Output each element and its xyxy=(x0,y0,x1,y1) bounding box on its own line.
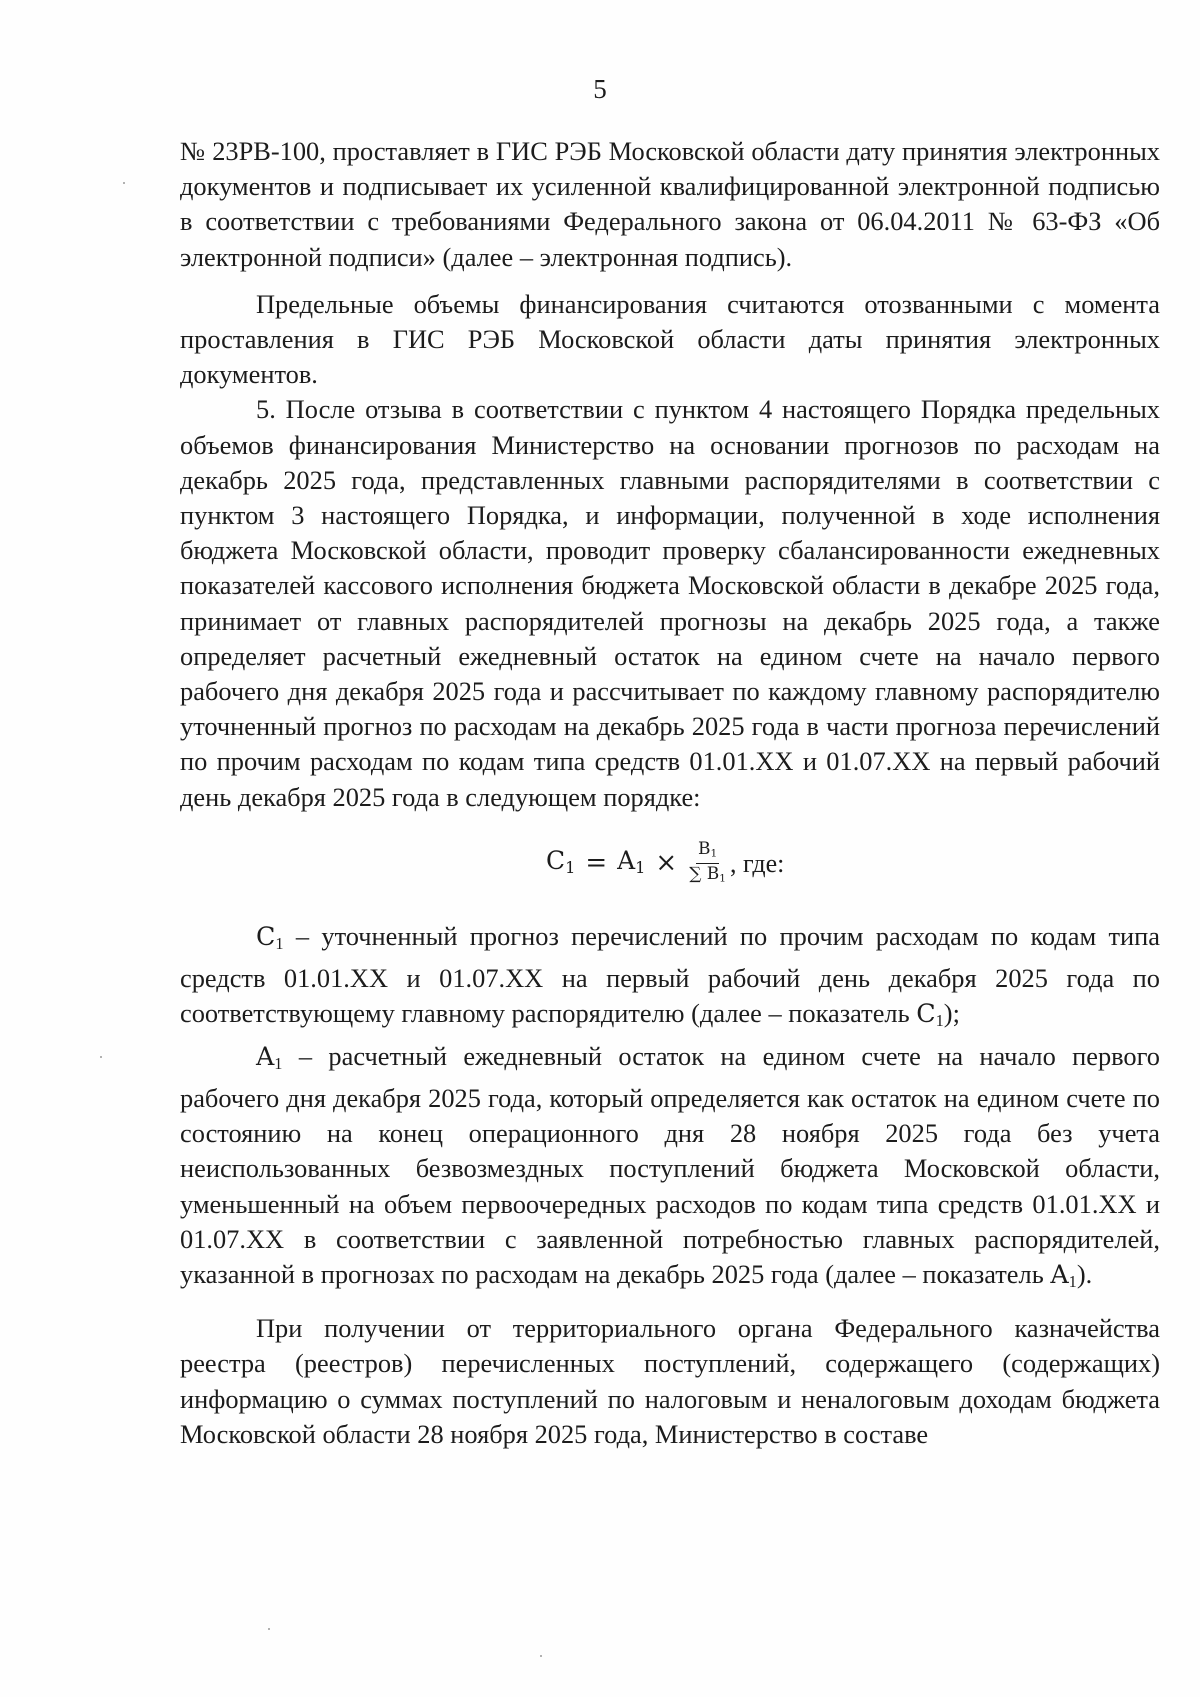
formula-a: $A_1$ xyxy=(617,845,646,877)
formula-times: × xyxy=(655,848,678,879)
scan-speck xyxy=(268,1628,270,1630)
paragraph-3: 5. После отзыва в соответствии с пунктом 4 настоящего Порядка предельных объемов финансирования Министерство на основании прогнозов по расходам на декабрь 2025 года, представленных главными распорядителями в соответствии с пунктом 3 настоящего Порядка, и информации, полученной в ходе исполнения бюджета Московской области, проводит проверку сбалансированности ежедневных показателей кассового исполнения бюджета Московской области в декабре 2025 года, принимает от главных распорядителей прогнозы на декабрь 2025 года, а также определяет расчетный ежедневный остаток на едином счете на начало первого рабочего дня декабря 2025 года и рассчитывает по каждому главному распорядителю уточненный прогноз по расходам на декабрь 2025 года в части прогноза перечислений по прочим расходам по кодам типа средств 01.01.ХХ и 01.07.ХХ на первый рабочий день декабря 2025 года в следующем порядке: xyxy=(180,394,1160,812)
symbol-c-ref-sub: 1 xyxy=(935,1011,944,1031)
symbol-a: A xyxy=(256,1040,275,1071)
symbol-c-sub: 1 xyxy=(275,933,284,953)
page-number: 5 xyxy=(593,74,607,104)
scan-speck xyxy=(123,182,125,184)
formula-expression xyxy=(546,839,784,889)
paragraph-1: № 23РВ-100, проставляет в ГИС РЭБ Московской области дату принятия электронных документов и подписывает их усиленной квалифицированной электронной подписью в соответствии с требованиями Федерального закона от 06.04.2011 № 63-ФЗ «Об электронной подписи» (далее – электронная подпись). xyxy=(180,136,1160,272)
formula-tail: , где: xyxy=(729,849,785,879)
symbol-a-ref-sub: 1 xyxy=(1068,1272,1077,1291)
symbol-a-ref: A xyxy=(1050,1258,1069,1289)
symbol-c-ref: C xyxy=(916,998,936,1029)
symbol-c: C xyxy=(256,920,276,951)
scan-speck xyxy=(100,1056,102,1058)
definition-c1-tail: ); xyxy=(943,998,960,1029)
formula xyxy=(180,815,1160,919)
definition-a1-tail: ). xyxy=(1076,1258,1093,1289)
definition-a1-text: – расчетный ежедневный остаток на едином счете на начало первого рабочего дня декабря 2025 года, который определяется как остаток на едином счете по состоянию на конец операционного дня 28 ноября 2025 года без учета неиспользованных безвозмездных поступлений бюджета Московской области, уменьшенный на объем первоочередных расходов по кодам типа средств 01.01.ХХ и 01.07.ХХ в соответствии с заявленной потребностью главных распорядителей, указанной в прогнозах по расходам на декабрь 2025 года (далее – показатель xyxy=(180,1040,1160,1289)
document-body xyxy=(180,134,1160,1452)
definition-c1-text: – уточненный прогноз перечислений по прочим расходам по кодам типа средств 01.01.ХХ и 01.07.ХХ на первый рабочий день декабря 2025 года по соответствующему главному распорядителю (далее – показатель xyxy=(180,920,1160,1029)
scan-speck xyxy=(540,1655,542,1657)
symbol-a-sub: 1 xyxy=(274,1053,283,1073)
paragraph-2: Предельные объемы финансирования считаются отозванными с момента проставления в ГИС РЭБ Московской области даты принятия электронных документов. xyxy=(180,288,1160,390)
formula-equals: = xyxy=(585,848,608,879)
fraction-denominator: ∑ $B_1$ xyxy=(689,864,726,886)
fraction-numerator: $B_1$ xyxy=(696,839,719,865)
paragraph-6: При получении от территориального органа Федерального казначейства реестра (реестров) перечисленных поступлений, содержащего (содержащих) информацию о суммах поступлений по налоговым и неналоговым доходам бюджета Московской области 28 ноября 2025 года, Министерство в составе xyxy=(180,1313,1160,1449)
paragraph-definition-c1 xyxy=(180,919,1160,1039)
paragraph-definition-a1 xyxy=(180,1039,1160,1300)
formula-fraction xyxy=(687,839,728,889)
formula-lhs: $C_1$ xyxy=(546,845,576,877)
